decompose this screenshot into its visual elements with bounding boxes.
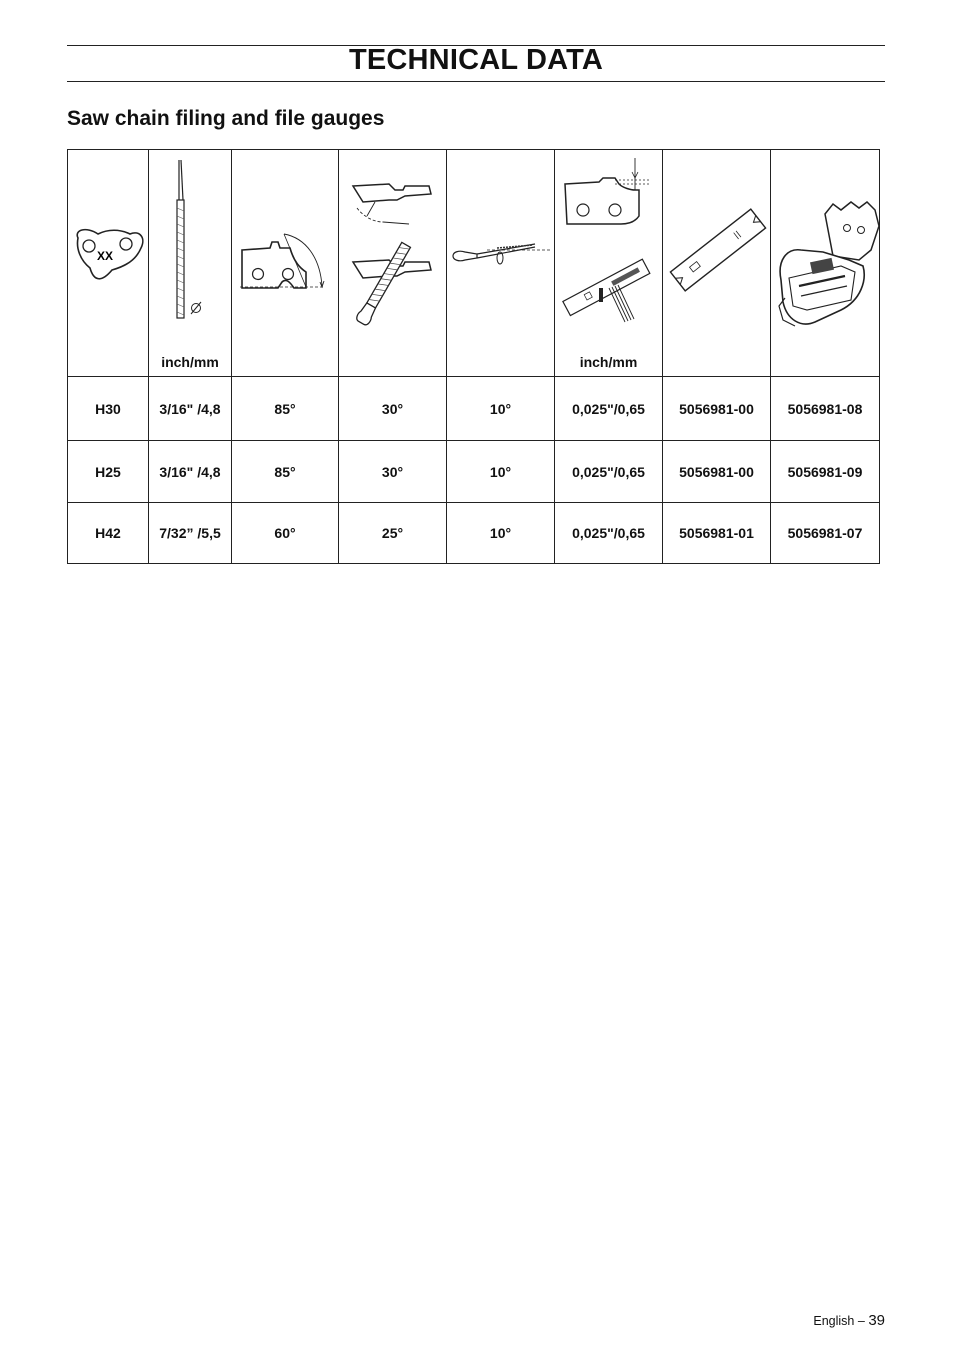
depth-gauge-cell: 0,025"/0,65 (555, 441, 663, 503)
chain-type-cell: H25 (68, 441, 149, 503)
title-underline (67, 81, 885, 82)
page-footer (813, 1312, 885, 1329)
depth-gauge-cell: 0,025"/0,65 (555, 503, 663, 564)
depth-gauge-unit-label: inch/mm (579, 354, 638, 370)
top-plate-angle-icon (232, 150, 338, 376)
round-file-icon (149, 150, 231, 350)
top-plate-angle-cell: 85° (232, 441, 339, 503)
file-gauge-part-cell: 5056981-00 (663, 377, 771, 441)
top-plate-angle-cell: 60° (232, 503, 339, 564)
file-angle-icon (447, 150, 554, 376)
chain-type-cell: H42 (68, 503, 149, 564)
footer-separator: – (857, 1314, 865, 1328)
section-title: Saw chain filing and file gauges (67, 107, 385, 130)
filing-data-table (67, 149, 880, 564)
file-angle-cell: 10° (447, 503, 555, 564)
header-cell-top-plate-angle (232, 150, 339, 377)
depth-gauge-tool-part-cell: 5056981-09 (771, 441, 880, 503)
header-cell-file (149, 150, 232, 377)
table-row (68, 441, 880, 503)
depth-gauge-setting-icon (555, 150, 662, 350)
file-holder-angle-cell: 30° (339, 377, 447, 441)
table-row (68, 503, 880, 564)
header-cell-file-gauge (663, 150, 771, 377)
file-gauge-icon (663, 150, 770, 376)
file-unit-label: inch/mm (161, 354, 219, 370)
depth-gauge-tool-icon (771, 150, 879, 376)
footer-language: English (813, 1314, 855, 1328)
depth-gauge-tool-part-cell: 5056981-07 (771, 503, 880, 564)
header-cell-file-angle (447, 150, 555, 377)
page-title: TECHNICAL DATA (348, 44, 604, 76)
header-row (68, 150, 880, 377)
table-row (68, 377, 880, 441)
file-gauge-part-cell: 5056981-01 (663, 503, 771, 564)
file-size-cell: 7/32” /5,5 (149, 503, 232, 564)
file-size-cell: 3/16" /4,8 (149, 377, 232, 441)
file-holder-angle-cell: 30° (339, 441, 447, 503)
header-cell-file-holder-angle (339, 150, 447, 377)
header-cell-depth-gauge-tool (771, 150, 880, 377)
page-number: 39 (868, 1312, 885, 1329)
file-gauge-part-cell: 5056981-00 (663, 441, 771, 503)
file-holder-angle-icon (339, 150, 446, 376)
depth-gauge-tool-part-cell: 5056981-08 (771, 377, 880, 441)
header-cell-chain-type (68, 150, 149, 377)
file-size-cell: 3/16" /4,8 (149, 441, 232, 503)
file-angle-cell: 10° (447, 441, 555, 503)
chain-type-icon (68, 150, 148, 376)
depth-gauge-cell: 0,025"/0,65 (555, 377, 663, 441)
header-cell-depth-gauge (555, 150, 663, 377)
chain-marking-label: XX (97, 249, 114, 263)
file-angle-cell: 10° (447, 377, 555, 441)
top-plate-angle-cell: 85° (232, 377, 339, 441)
chain-type-cell: H30 (68, 377, 149, 441)
file-holder-angle-cell: 25° (339, 503, 447, 564)
